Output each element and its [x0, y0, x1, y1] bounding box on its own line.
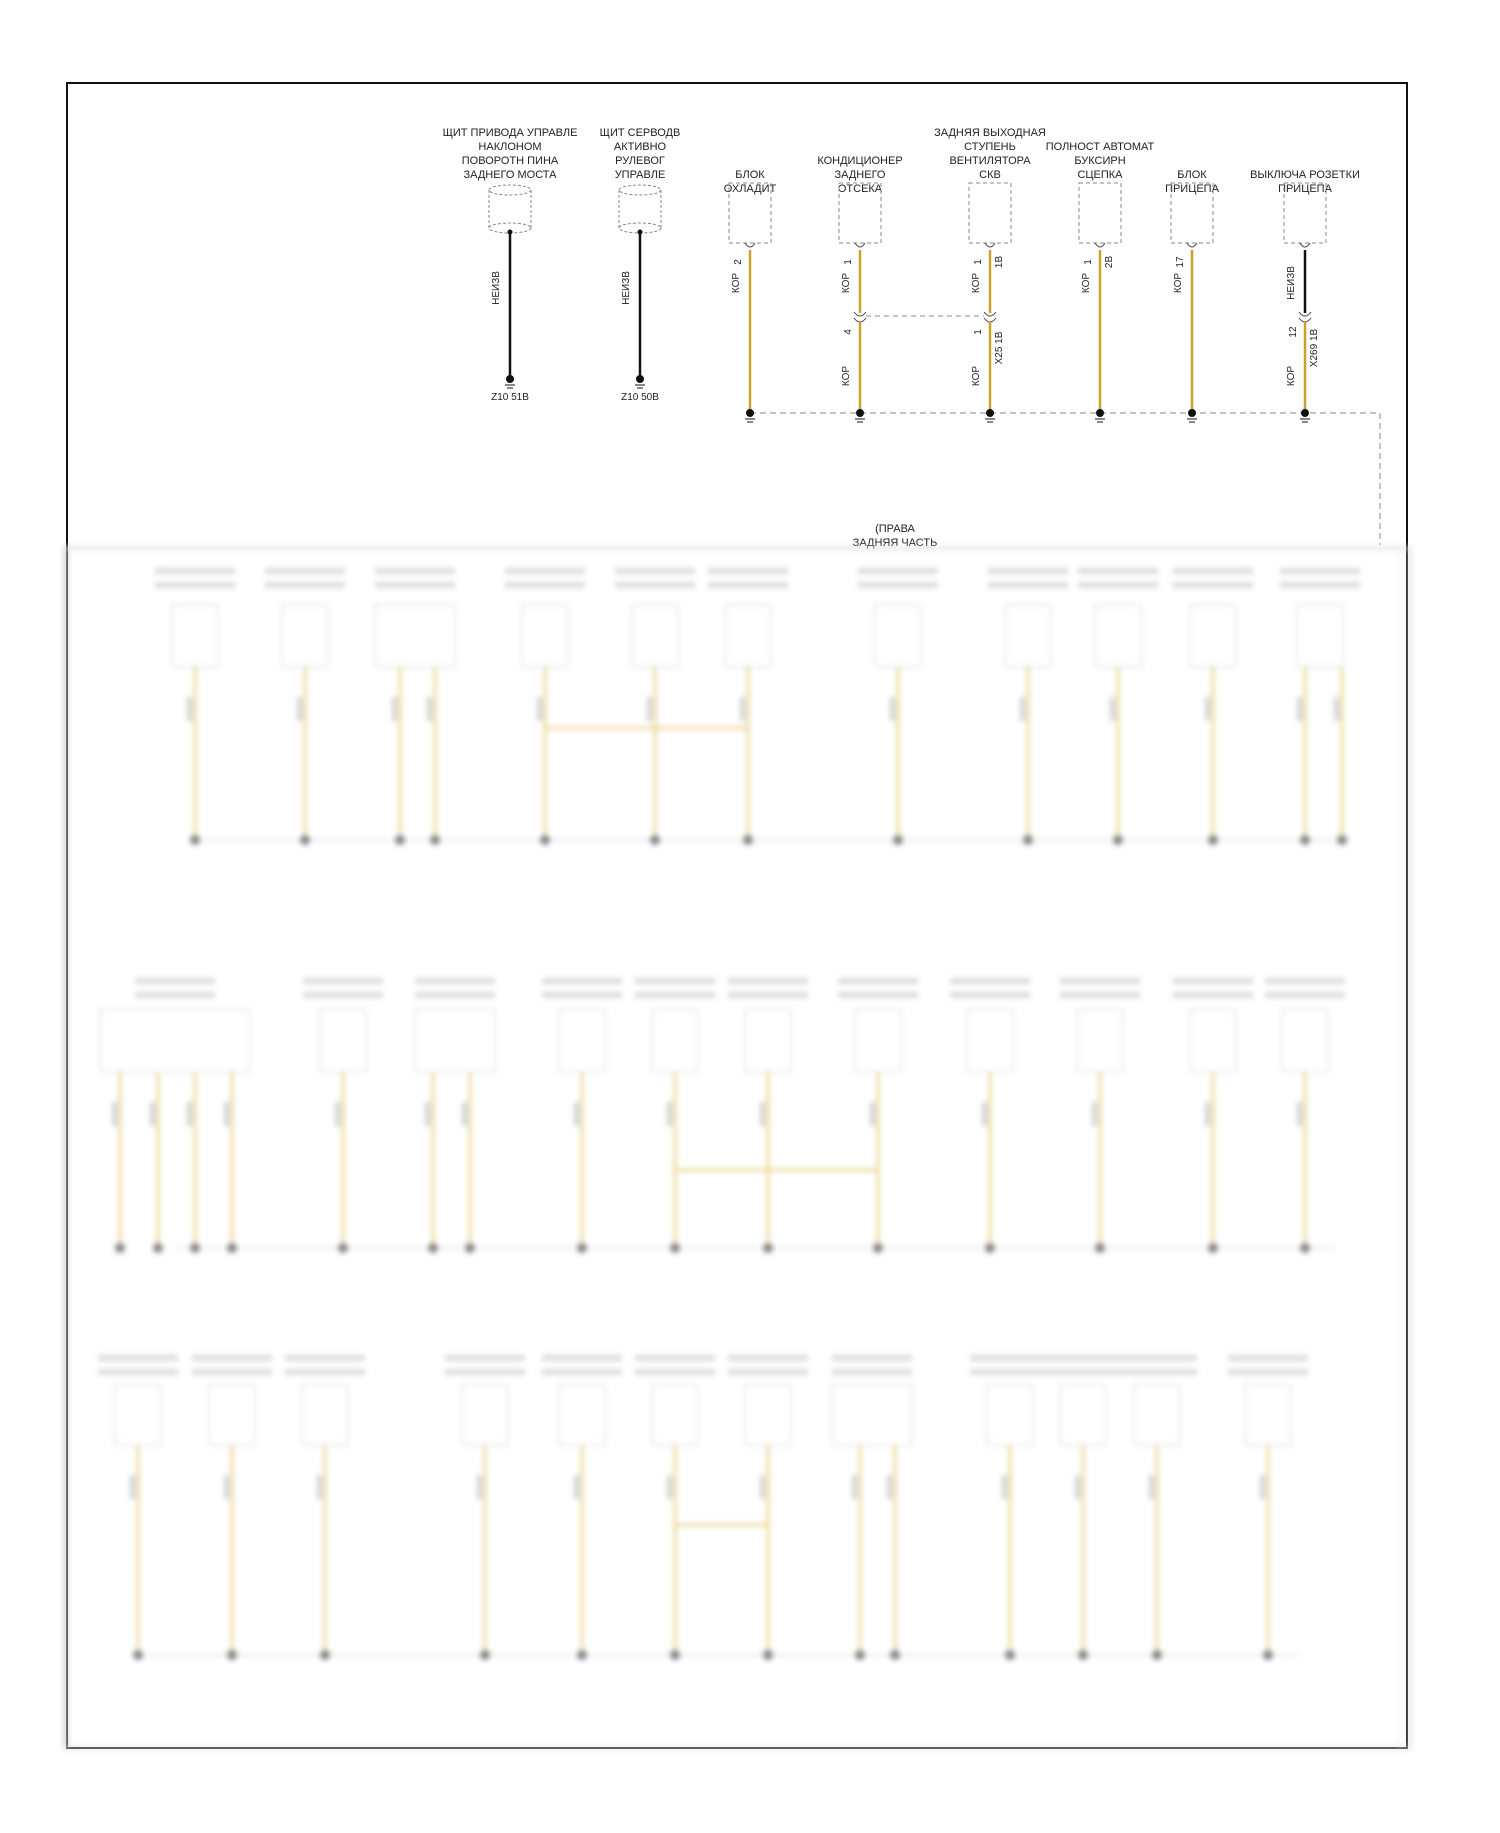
blurred-wire-label — [335, 1102, 340, 1126]
blurred-label — [728, 1369, 808, 1375]
component-label: РУЛЕВОГ — [615, 155, 665, 167]
component-label: БУКСИРН — [1074, 155, 1126, 167]
blurred-label — [970, 1369, 1050, 1375]
blurred-ground — [300, 835, 310, 845]
blurred-component-box — [1134, 1385, 1180, 1445]
ground-dot — [986, 409, 994, 417]
blurred-wire-label — [187, 697, 192, 721]
blurred-ground — [1208, 1243, 1218, 1253]
blurred-ground — [320, 1650, 330, 1660]
blurred-component-box — [209, 1385, 255, 1445]
ground-dot — [1188, 409, 1196, 417]
blurred-wire-label — [112, 1102, 117, 1126]
blurred-wire-label — [1149, 1475, 1154, 1499]
ground-label: Z10 51B — [491, 392, 529, 403]
component-label: ОХЛАДИТ — [723, 183, 777, 195]
blurred-component-box — [1077, 1010, 1123, 1072]
blurred-label — [1117, 1369, 1197, 1375]
pin-number: 1 — [973, 329, 984, 335]
component-2 — [600, 127, 681, 403]
blurred-label — [858, 568, 938, 574]
component-label: ПРИЦЕПА — [1278, 183, 1332, 195]
blurred-label — [375, 582, 455, 588]
blurred-label — [505, 582, 585, 588]
blurred-wire-label — [150, 1102, 155, 1126]
blurred-wire-label — [224, 1102, 229, 1126]
blurred-wire-label — [427, 697, 432, 721]
component-label: ЗАДНЯЯ ВЫХОДНАЯ — [934, 127, 1046, 139]
blurred-component-box — [1095, 605, 1141, 667]
blurred-label — [635, 1369, 715, 1375]
wire-color-label: КОР — [1081, 272, 1092, 294]
connector-mark — [855, 243, 865, 247]
blurred-component-box — [559, 1010, 605, 1072]
blurred-component-box — [462, 1385, 508, 1445]
pin-number: 2 — [733, 259, 744, 265]
blurred-wire-label — [1002, 1475, 1007, 1499]
component-cylinder-top — [489, 185, 531, 195]
blurred-component-box — [745, 1010, 791, 1072]
blurred-label — [988, 582, 1068, 588]
blurred-ground — [1023, 835, 1033, 845]
connector-mark — [984, 318, 996, 322]
blurred-ground — [133, 1650, 143, 1660]
diagram-frame — [67, 83, 1407, 1748]
blurred-wire-label — [1297, 697, 1302, 721]
blurred-wire-label — [1334, 697, 1339, 721]
component-label: ЩИТ СЕРВОДВ — [599, 127, 681, 139]
blurred-component-box — [652, 1385, 698, 1445]
blurred-label — [155, 568, 235, 574]
blurred-label — [445, 1355, 525, 1361]
blurred-label — [192, 1355, 272, 1361]
blurred-label — [1060, 978, 1140, 984]
connector-mark — [1299, 318, 1311, 322]
wire-color-label: НЕИЗВ — [491, 271, 502, 305]
blurred-ground — [763, 1243, 773, 1253]
component-label: АКТИВНО — [613, 141, 667, 153]
blurred-wire-label — [1020, 697, 1025, 721]
blurred-component-box — [875, 605, 921, 667]
blurred-label — [1265, 978, 1345, 984]
blurred-wire-label — [667, 1475, 672, 1499]
component-label: БЛОК — [735, 169, 765, 181]
pin-number: 1 — [973, 259, 984, 265]
component-box — [1079, 183, 1121, 243]
blurred-label — [542, 978, 622, 984]
blurred-label — [135, 992, 215, 998]
pin-number: 1 — [843, 259, 854, 265]
component-label: ВЫКЛЮЧА РОЗЕТКИ — [1250, 169, 1360, 181]
blurred-label — [98, 1355, 178, 1361]
blurred-wire-label — [392, 697, 397, 721]
blurred-ground — [1152, 1650, 1162, 1660]
blurred-ground — [153, 1243, 163, 1253]
connector-mark — [1187, 243, 1197, 247]
blurred-label — [542, 992, 622, 998]
blurred-label — [1265, 992, 1345, 998]
blurred-ground — [115, 1243, 125, 1253]
blurred-ground — [428, 1243, 438, 1253]
blurred-component-box — [1245, 1385, 1291, 1445]
blurred-component-box — [172, 605, 218, 667]
blurred-label — [1078, 582, 1158, 588]
blurred-label — [988, 568, 1068, 574]
blurred-component-box — [832, 1385, 912, 1445]
blurred-label — [265, 582, 345, 588]
blurred-label — [950, 978, 1030, 984]
blurred-label — [155, 582, 235, 588]
blurred-ground — [577, 1650, 587, 1660]
blurred-label — [285, 1355, 365, 1361]
blurred-label — [832, 1369, 912, 1375]
ground-dot — [1096, 409, 1104, 417]
component-label: ЩИТ ПРИВОДА УПРАВЛЕ — [442, 127, 578, 139]
blurred-label — [708, 568, 788, 574]
blurred-label — [1043, 1369, 1123, 1375]
blurred-label — [1228, 1369, 1308, 1375]
blurred-wire-label — [760, 1102, 765, 1126]
blurred-wire-label — [574, 1102, 579, 1126]
blurred-component-box — [282, 605, 328, 667]
blurred-wire-label — [887, 1475, 892, 1499]
blurred-ground — [670, 1243, 680, 1253]
blurred-label — [303, 992, 383, 998]
blurred-label — [192, 1369, 272, 1375]
blurred-label — [635, 1355, 715, 1361]
blurred-wire-label — [477, 1475, 482, 1499]
blurred-wire-label — [130, 1475, 135, 1499]
blurred-label — [1078, 568, 1158, 574]
blurred-ground — [1095, 1243, 1105, 1253]
blurred-label — [1173, 978, 1253, 984]
blurred-ground — [1300, 835, 1310, 845]
blurred-ground — [650, 835, 660, 845]
component-label: ПРИЦЕПА — [1165, 183, 1219, 195]
blurred-label — [1117, 1355, 1197, 1361]
pin-number: 1 — [1083, 259, 1094, 265]
component-8 — [1250, 169, 1360, 422]
component-4 — [817, 155, 902, 422]
connector-mark — [1095, 243, 1105, 247]
blurred-component-box — [855, 1010, 901, 1072]
component-label: СЦЕПКА — [1077, 169, 1123, 181]
blurred-ground — [890, 1650, 900, 1660]
blurred-wire-label — [667, 1102, 672, 1126]
middle-caption — [853, 523, 938, 549]
component-label: КОНДИЦИОНЕР — [817, 155, 903, 167]
pin-number: 4 — [843, 329, 854, 335]
blurred-label — [1043, 1355, 1123, 1361]
blurred-wire-label — [537, 697, 542, 721]
blurred-component-box — [745, 1385, 791, 1445]
ground-dot — [1301, 409, 1309, 417]
connector-id: 1B — [994, 255, 1005, 269]
blurred-wire-label — [890, 697, 895, 721]
blurred-wire-label — [760, 1475, 765, 1499]
blurred-component-box — [967, 1010, 1013, 1072]
blurred-component-box — [415, 1010, 495, 1072]
blurred-wire-label — [1205, 697, 1210, 721]
blurred-label — [542, 1355, 622, 1361]
component-label: БЛОК — [1177, 169, 1207, 181]
blurred-component-box — [1005, 605, 1051, 667]
blurred-label — [1280, 568, 1360, 574]
blurred-label — [135, 978, 215, 984]
blurred-label — [950, 992, 1030, 998]
blurred-component-box — [375, 605, 455, 667]
blurred-component-box — [632, 605, 678, 667]
blurred-ground — [190, 835, 200, 845]
blurred-wire-label — [297, 697, 302, 721]
blurred-wire-label — [187, 1102, 192, 1126]
component-3 — [724, 169, 777, 422]
blurred-label — [970, 1355, 1050, 1361]
blurred-ground — [430, 835, 440, 845]
blurred-ground — [1263, 1650, 1273, 1660]
blurred-label — [635, 978, 715, 984]
wire-color-label: КОР — [1286, 365, 1297, 387]
blurred-ground — [480, 1650, 490, 1660]
blurred-wire-label — [1110, 697, 1115, 721]
blurred-component-box — [1190, 1010, 1236, 1072]
blurred-ground — [1078, 1650, 1088, 1660]
location-label-line1: (ПРАВА — [875, 523, 915, 535]
blurred-wire-label — [574, 1475, 579, 1499]
blurred-label — [1280, 582, 1360, 588]
component-6 — [1046, 141, 1155, 422]
component-label: ОТСЕКА — [837, 183, 883, 195]
blurred-label — [415, 992, 495, 998]
pin-number: 12 — [1288, 326, 1299, 338]
wire-color-label: КОР — [971, 272, 982, 294]
connector-mark — [745, 243, 755, 247]
blurred-component-box — [1190, 605, 1236, 667]
blurred-component-box — [320, 1010, 366, 1072]
blurred-component-box — [1282, 1010, 1328, 1072]
blurred-label — [265, 568, 345, 574]
blurred-component-box — [1060, 1385, 1106, 1445]
blurred-label — [445, 1369, 525, 1375]
blurred-label — [1173, 992, 1253, 998]
blurred-component-box — [559, 1385, 605, 1445]
connector-id: 2B — [1104, 255, 1115, 269]
component-label: СТУПЕНЬ — [964, 141, 1016, 153]
wire-color-label: КОР — [731, 272, 742, 294]
blurred-label — [285, 1369, 365, 1375]
blurred-label — [728, 1355, 808, 1361]
location-label-line2: ЗАДНЯЯ ЧАСТЬ — [852, 537, 938, 549]
blurred-label — [1228, 1355, 1308, 1361]
component-label: НАКЛОНОМ — [478, 141, 542, 153]
blurred-ground — [1337, 835, 1347, 845]
wire-color-label: НЕИЗВ — [1286, 266, 1297, 300]
wire-color-label: КОР — [971, 365, 982, 387]
wire-color-label: НЕИЗВ — [621, 271, 632, 305]
blurred-ground — [743, 835, 753, 845]
blurred-wire-label — [462, 1102, 467, 1126]
blurred-ground — [1113, 835, 1123, 845]
blurred-label — [708, 582, 788, 588]
blurred-ground — [855, 1650, 865, 1660]
blurred-component-box — [302, 1385, 348, 1445]
blurred-ground — [338, 1243, 348, 1253]
blurred-component-box — [115, 1385, 161, 1445]
blurred-ground — [893, 835, 903, 845]
blurred-wire-label — [982, 1102, 987, 1126]
blurred-wire-label — [1205, 1102, 1210, 1126]
blurred-component-box — [652, 1010, 698, 1072]
blurred-wire-label — [870, 1102, 875, 1126]
blurred-ground — [227, 1243, 237, 1253]
component-7 — [1165, 169, 1220, 422]
component-label: ПОВОРОТН ПИНА — [461, 155, 559, 167]
blurred-label — [615, 582, 695, 588]
pin-number: 17 — [1175, 256, 1186, 268]
blurred-ground — [465, 1243, 475, 1253]
wire-color-label: КОР — [841, 272, 852, 294]
component-cylinder-top — [619, 185, 661, 195]
component-label: УПРАВЛЕ — [614, 169, 666, 181]
blurred-wire-label — [1260, 1475, 1265, 1499]
blurred-component-box — [1297, 605, 1343, 667]
blurred-wire-label — [740, 697, 745, 721]
blurred-ground — [985, 1243, 995, 1253]
blurred-lower-section — [64, 545, 1410, 1748]
blurred-wire-label — [1297, 1102, 1302, 1126]
blurred-ground — [577, 1243, 587, 1253]
ground-dot — [856, 409, 864, 417]
component-label: ВЕНТИЛЯТОРА — [949, 155, 1031, 167]
connector-id: X25 1B — [994, 331, 1005, 365]
blurred-label — [838, 978, 918, 984]
blurred-label — [615, 568, 695, 574]
blurred-label — [542, 1369, 622, 1375]
connector-mark — [985, 243, 995, 247]
blurred-wire-label — [1075, 1475, 1080, 1499]
blurred-label — [1173, 568, 1253, 574]
blurred-component-box — [100, 1010, 250, 1072]
blurred-component-box — [725, 605, 771, 667]
component-label: ЗАДНЕГО МОСТА — [463, 169, 557, 181]
blurred-ground — [395, 835, 405, 845]
blurred-label — [98, 1369, 178, 1375]
blurred-wire-label — [425, 1102, 430, 1126]
blurred-wire-label — [852, 1475, 857, 1499]
component-label: СКВ — [979, 169, 1001, 181]
wire-color-label: КОР — [841, 365, 852, 387]
blurred-label — [303, 978, 383, 984]
blurred-label — [728, 978, 808, 984]
blurred-component-box — [522, 605, 568, 667]
wire-color-label: КОР — [1173, 272, 1184, 294]
connector-mark — [1300, 243, 1310, 247]
blurred-component-box — [987, 1385, 1033, 1445]
blurred-label — [415, 978, 495, 984]
blurred-label — [858, 582, 938, 588]
blurred-ground — [540, 835, 550, 845]
blurred-label — [635, 992, 715, 998]
connector-mark — [854, 318, 866, 322]
component-label: ЗАДНЕГО — [834, 169, 886, 181]
blurred-ground — [763, 1650, 773, 1660]
ground-dot — [746, 409, 754, 417]
component-1 — [443, 127, 578, 403]
component-label: ПОЛНОСТ АВТОМАТ — [1045, 141, 1155, 153]
blurred-wire-label — [317, 1475, 322, 1499]
blurred-label — [728, 992, 808, 998]
blurred-wire-label — [647, 697, 652, 721]
ground-dot — [506, 375, 514, 383]
blurred-label — [505, 568, 585, 574]
ground-dot — [636, 375, 644, 383]
blurred-ground — [227, 1650, 237, 1660]
blurred-label — [838, 992, 918, 998]
top-section — [443, 127, 1380, 545]
blurred-label — [832, 1355, 912, 1361]
component-box — [969, 183, 1011, 243]
blurred-label — [1173, 582, 1253, 588]
blurred-label — [1060, 992, 1140, 998]
blurred-ground — [190, 1243, 200, 1253]
blurred-wire-label — [224, 1475, 229, 1499]
blurred-ground — [1300, 1243, 1310, 1253]
blurred-wire-label — [1092, 1102, 1097, 1126]
blurred-ground — [873, 1243, 883, 1253]
blurred-label — [375, 568, 455, 574]
blurred-ground — [1208, 835, 1218, 845]
ground-label: Z10 50B — [621, 392, 659, 403]
component-5 — [934, 127, 1046, 422]
blurred-ground — [670, 1650, 680, 1660]
connector-id: X269 1B — [1309, 328, 1320, 368]
blurred-ground — [1005, 1650, 1015, 1660]
